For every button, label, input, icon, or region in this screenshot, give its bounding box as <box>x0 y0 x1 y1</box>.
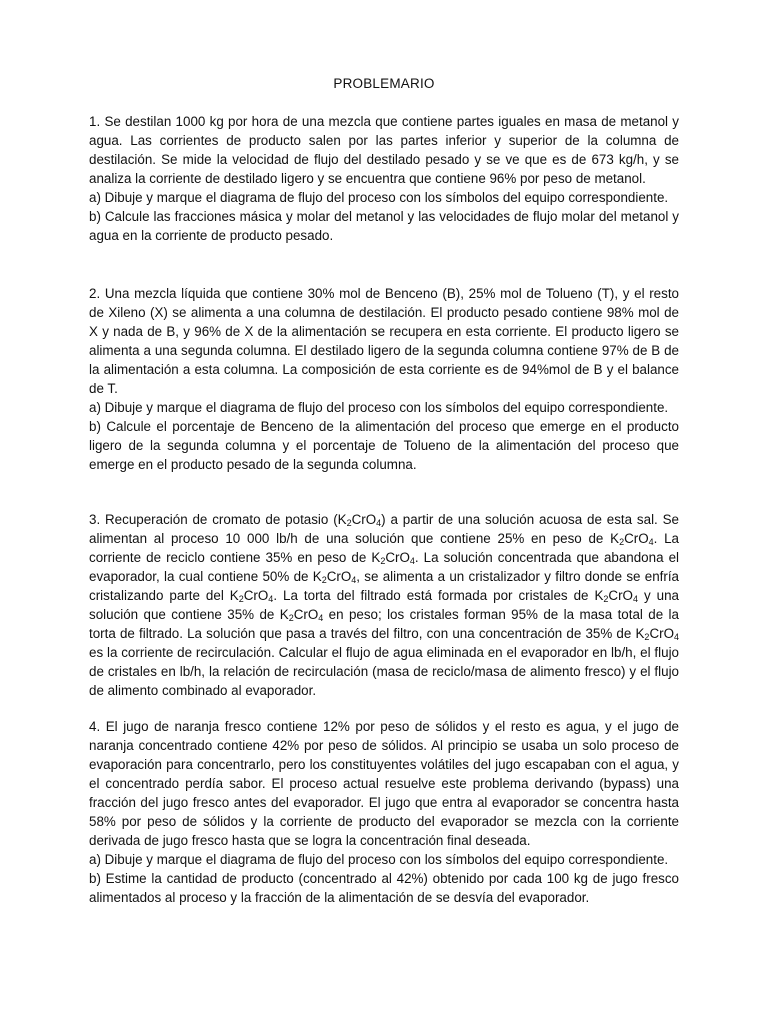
problem-3-text-1: ) a partir de una solución acuosa de esta sal. Se alimentan al proceso 10 000 lb/h de una solución que contiene 25% en peso de <box>89 512 679 546</box>
problem-2-part-a: a) Dibuje y marque el diagrama de flujo del proceso con los símbolos del equipo correspondiente. <box>89 400 669 415</box>
chemical-formula: $K_2CrO_4$ <box>337 512 382 528</box>
problem-3-text-5: . La torta del filtrado está formada por cristales de <box>273 588 595 603</box>
problem-4 <box>89 717 679 907</box>
chemical-formula: $K_2CrO_4$ <box>610 531 654 547</box>
problem-1-part-a: a) Dibuje y marque el diagrama de flujo del proceso con los símbolos del equipo correspondiente. <box>89 190 669 205</box>
chemical-formula: $K_2CrO_4$ <box>279 607 324 623</box>
problem-3-text-8: es la corriente de recirculación. Calcular el flujo de agua eliminada en el evaporador en lb/h, el flujo de cristales en lb/h, la relación de recirculación (masa de reciclo/masa de alimento fresco) y el flujo de alimento combinado al evaporador. <box>89 645 679 698</box>
chemical-formula: $K_2CrO_4$ <box>229 588 274 604</box>
problem-2-part-b: b) Calcule el porcentaje de Benceno de la alimentación del proceso que emerge en el producto ligero de la segunda columna y el porcentaje de Tolueno de la alimentación del proceso que emerge en el producto pesado de la segunda columna. <box>89 419 679 472</box>
chemical-formula: $K_2CrO_4$ <box>635 626 679 642</box>
problem-3 <box>89 510 679 700</box>
chemical-formula: $K_2CrO_4$ <box>594 588 638 604</box>
problem-1-statement: 1. Se destilan 1000 kg por hora de una mezcla que contiene partes iguales en masa de metanol y agua. Las corrientes de producto salen por las partes inferior y superior de la columna de destilación. Se mide la velocidad de flujo del destilado pesado y se ve que es de 673 kg/h, y se analiza la corriente de destilado ligero y se encuentra que contiene 96% por peso de metanol. <box>89 114 679 186</box>
problem-1-part-b: b) Calcule las fracciones másica y molar del metanol y las velocidades de flujo molar del metanol y agua en la corriente de producto pesado. <box>89 209 679 243</box>
problem-4-statement: 4. El jugo de naranja fresco contiene 12% por peso de sólidos y el resto es agua, y el jugo de naranja concentrado contiene 42% por peso de sólidos. Al principio se usaba un solo proceso de evaporación para concentrarlo, pero los constituyentes volátiles del jugo escapaban con el agua, y el concentrado perdía sabor. El proceso actual resuelve este problema derivando (bypass) una fracción del jugo fresco antes del evaporador. El jugo que entra al evaporador se concentra hasta 58% por peso de sólidos y la corriente de producto del evaporador se mezcla con la corriente derivada de jugo fresco hasta que se logra la concentración final deseada. <box>89 719 679 848</box>
chemical-formula: $K_2CrO_4$ <box>312 569 357 585</box>
document-title: PROBLEMARIO <box>333 76 435 91</box>
problem-3-text-0: 3. Recuperación de cromato de potasio ( <box>89 512 338 527</box>
problem-3-text-2: . La corriente de reciclo contiene 35% en peso de <box>89 531 680 565</box>
problem-4-part-b: b) Estime la cantidad de producto (concentrado al 42%) obtenido por cada 100 kg de jugo fresco alimentados al proceso y la fracción de la alimentación de se desvía del evaporador. <box>89 871 679 905</box>
problem-3-text-3: . La solución concentrada que abandona el evaporador, la cual contiene 50% de <box>89 550 680 584</box>
problem-2-statement: 2. Una mezcla líquida que contiene 30% mol de Benceno (B), 25% mol de Tolueno (T), y el resto de Xileno (X) se alimenta a una columna de destilación. El producto pesado contiene 98% mol de X y nada de B, y 96% de X de la alimentación se recupera en esta corriente. El producto ligero se alimenta a una segunda columna. El destilado ligero de la segunda columna contiene 97% de B de la alimentación a esta columna. La composición de esta corriente es de 94%mol de B y el balance de T. <box>89 286 679 396</box>
problem-1 <box>89 112 679 245</box>
problem-3-statement <box>89 510 679 700</box>
problem-4-part-a: a) Dibuje y marque el diagrama de flujo del proceso con los símbolos del equipo correspondiente. <box>89 852 669 867</box>
chemical-formula: $K_2CrO_4$ <box>371 550 415 566</box>
problem-3-text-7: en peso; los cristales forman 95% de la masa total de la torta de filtrado. La solución que pasa a través del filtro, con una concentración de 35% de <box>89 607 679 641</box>
problem-2 <box>89 284 679 474</box>
problem-3-text-6: y una solución que contiene 35% de <box>89 588 679 622</box>
problem-3-text-4: , se alimenta a un cristalizador y filtro donde se enfría cristalizando parte del <box>89 569 679 603</box>
